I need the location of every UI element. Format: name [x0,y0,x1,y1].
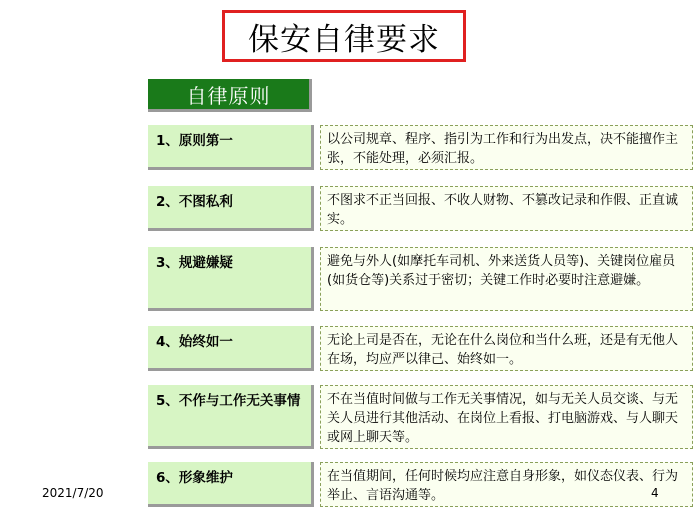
principle-description: 不在当值时间做与工作无关事情况，如与无关人员交谈、与无关人员进行其他活动、在岗位上看报、打电脑游戏、与人聊天或网上聊天等。 [320,385,693,449]
principle-description: 以公司规章、程序、指引为工作和行为出发点，决不能擅作主张，不能处理，必须汇报。 [320,125,693,170]
principle-label: 5、不作与工作无关事情 [148,385,314,449]
principle-row-4 [148,326,693,371]
principle-label: 6、形象维护 [148,462,314,507]
principle-description: 避免与外人(如摩托车司机、外来送货人员等)、关键岗位雇员(如货仓等)关系过于密切；关键工作时必要时注意避嫌。 [320,247,693,311]
page-title: 保安自律要求 [248,21,440,58]
page-number: 4 [651,486,659,500]
principle-label: 3、规避嫌疑 [148,247,314,311]
title-box [222,10,466,62]
principle-label: 1、原则第一 [148,125,314,170]
footer-date: 2021/7/20 [42,486,104,500]
section-title: 自律原则 [186,83,271,108]
principle-row-6 [148,462,693,507]
principle-row-2 [148,186,693,231]
principle-description: 在当值期间，任何时候均应注意自身形象，如仪态仪表、行为举止、言语沟通等。 [320,462,693,507]
principle-description: 无论上司是否在，无论在什么岗位和当什么班，还是有无他人在场，均应严以律己、始终如一。 [320,326,693,371]
section-header [148,79,312,112]
principle-description: 不图求不正当回报、不收人财物、不篡改记录和作假、正直诚实。 [320,186,693,231]
principle-row-3 [148,247,693,311]
principle-row-5 [148,385,693,449]
principle-row-1 [148,125,693,170]
principle-label: 4、始终如一 [148,326,314,371]
principle-label: 2、不图私利 [148,186,314,231]
